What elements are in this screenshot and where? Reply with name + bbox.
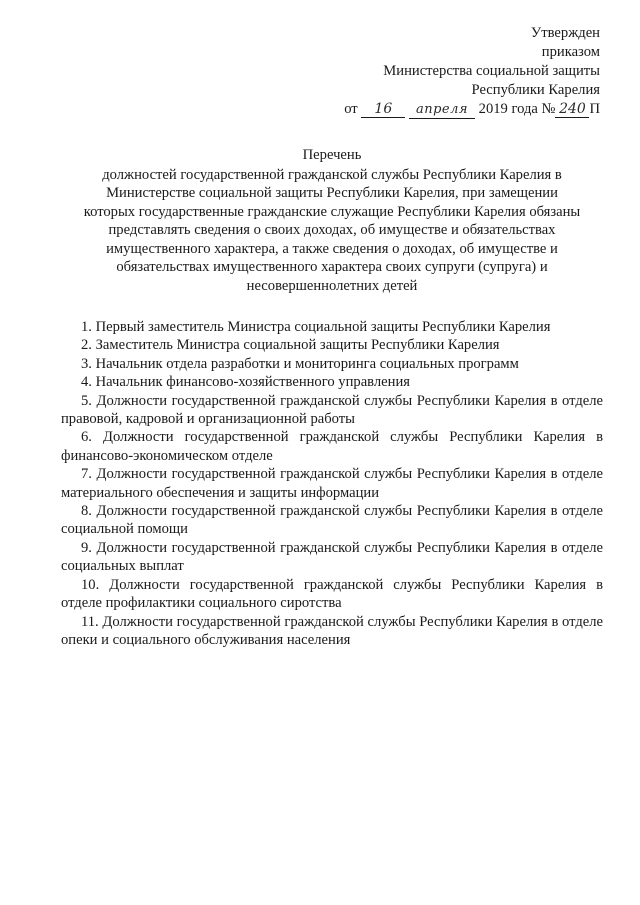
title-line: которых государственные гражданские служащие Республики Карелия обязаны	[83, 203, 581, 220]
list-item: 1. Первый заместитель Министра социальной защиты Республики Карелия	[81, 319, 551, 335]
list-item: 5. Должности государственной гражданской службы Республики Карелия в отделе правовой, кадровой и организационной работы	[61, 392, 603, 428]
approval-line-approved: Утвержден	[530, 25, 600, 41]
positions-list	[61, 318, 603, 649]
title-line: должностей государственной гражданской службы Республики Карелия в	[102, 166, 562, 183]
list-item: 9. Должности государственной гражданской службы Республики Карелия в отделе социальных выплат	[61, 539, 603, 575]
order-suffix: П	[589, 101, 600, 117]
order-number-handwritten: 240	[555, 101, 589, 118]
list-item: 10. Должности государственной гражданской службы Республики Карелия в отделе профилактики социального сиротства	[61, 576, 603, 612]
order-day-handwritten: 16	[361, 101, 405, 118]
title-line: несовершеннолетних детей	[246, 277, 418, 294]
list-item: 3. Начальник отдела разработки и мониторинга социальных программ	[81, 355, 519, 372]
title-heading: Перечень	[302, 147, 362, 163]
approval-line-ministry: Министерства социальной защиты	[383, 63, 600, 79]
order-prefix: от	[344, 101, 358, 117]
list-item: 6. Должности государственной гражданской службы Республики Карелия в финансово-экономическом отделе	[61, 429, 603, 464]
title-line: представлять сведения о своих доходах, об имуществе и обязательствах	[108, 222, 556, 238]
list-item: 8. Должности государственной гражданской службы Республики Карелия в отделе социальной помощи	[61, 503, 603, 538]
title-line: имущественного характера, а также сведения о доходах, об имуществе и	[106, 240, 558, 257]
list-item: 4. Начальник финансово-хозяйственного управления	[81, 374, 410, 391]
order-month-handwritten: апреля	[409, 102, 475, 119]
approval-line-republic: Республики Карелия	[471, 82, 600, 98]
order-year: 2019 года №	[478, 101, 556, 117]
approval-line-order: приказом	[541, 44, 600, 60]
list-item: 2. Заместитель Министра социальной защиты Республики Карелия	[81, 337, 500, 354]
list-item: 7. Должности государственной гражданской службы Республики Карелия в отделе материального обеспечения и защиты информации	[61, 466, 603, 501]
title-line: Министерстве социальной защиты Республики Карелия, при замещении	[106, 185, 558, 201]
approval-block	[344, 24, 600, 119]
title-line: обязательствах имущественного характера своих супруги (супруга) и	[116, 259, 548, 275]
order-date-line	[344, 100, 600, 119]
list-item: 11. Должности государственной гражданской службы Республики Карелия в отделе опеки и социального обслуживания населения	[61, 613, 603, 648]
document-title	[62, 146, 602, 295]
